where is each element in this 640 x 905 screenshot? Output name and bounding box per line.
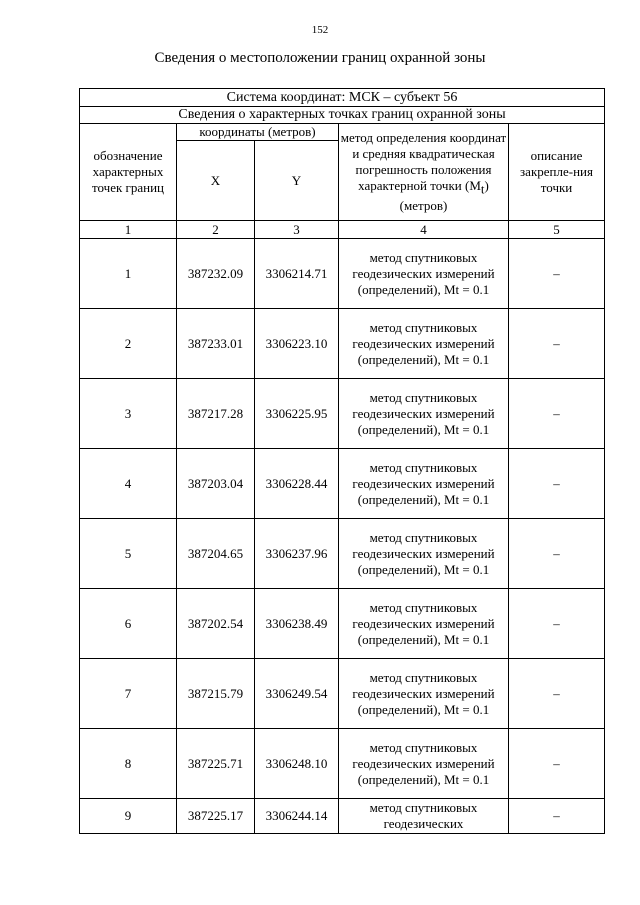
document-title: Сведения о местоположении границ охранной зоны — [154, 50, 486, 66]
point-description: – — [509, 589, 605, 659]
point-description: – — [509, 379, 605, 449]
point-description: – — [509, 519, 605, 589]
method-header-tail: ) (метров) — [399, 178, 489, 213]
point-number: 1 — [80, 239, 177, 309]
coord-x: 387204.65 — [177, 519, 255, 589]
coord-y: 3306249.54 — [255, 659, 339, 729]
coord-y: 3306248.10 — [255, 729, 339, 799]
column-number-5: 5 — [509, 221, 605, 239]
column-header-coordinates: координаты (метров) — [177, 124, 339, 141]
column-number-4: 4 — [339, 221, 509, 239]
coord-x: 387225.17 — [177, 799, 255, 834]
method-text: метод спутниковых геодезических измерений (определений), Mt = 0.1 — [339, 309, 509, 379]
method-text: метод спутниковых геодезических измерений (определений), Mt = 0.1 — [339, 449, 509, 519]
method-text: метод спутниковых геодезических измерений (определений), Mt = 0.1 — [339, 379, 509, 449]
point-number: 9 — [80, 799, 177, 834]
method-header-text: метод определения координат и средняя квадратическая погрешность положения характерной точки (M — [340, 130, 507, 194]
column-number-3: 3 — [255, 221, 339, 239]
point-description: – — [509, 659, 605, 729]
point-number: 3 — [80, 379, 177, 449]
coord-x: 387232.09 — [177, 239, 255, 309]
column-header-x: X — [177, 141, 255, 221]
method-text: метод спутниковых геодезических — [339, 799, 509, 834]
coord-x: 387202.54 — [177, 589, 255, 659]
column-header-method — [339, 124, 509, 221]
point-number: 8 — [80, 729, 177, 799]
coordinates-table — [79, 88, 605, 834]
coordinate-system-header: Система координат: МСК – субъект 56 — [80, 89, 605, 107]
point-description: – — [509, 239, 605, 309]
table-row — [80, 519, 605, 589]
point-number: 5 — [80, 519, 177, 589]
section-header: Сведения о характерных точках границ охранной зоны — [80, 107, 605, 124]
method-text: метод спутниковых геодезических измерений (определений), Mt = 0.1 — [339, 589, 509, 659]
point-description: – — [509, 309, 605, 379]
table-row — [80, 309, 605, 379]
point-number: 7 — [80, 659, 177, 729]
method-text: метод спутниковых геодезических измерений (определений), Mt = 0.1 — [339, 239, 509, 309]
coord-x: 387233.01 — [177, 309, 255, 379]
point-description: – — [509, 449, 605, 519]
coord-y: 3306238.49 — [255, 589, 339, 659]
point-description: – — [509, 799, 605, 834]
point-number: 6 — [80, 589, 177, 659]
method-text: метод спутниковых геодезических измерений (определений), Mt = 0.1 — [339, 659, 509, 729]
coord-x: 387217.28 — [177, 379, 255, 449]
table-row — [80, 449, 605, 519]
coord-x: 387225.71 — [177, 729, 255, 799]
coord-y: 3306237.96 — [255, 519, 339, 589]
method-text: метод спутниковых геодезических измерений (определений), Mt = 0.1 — [339, 729, 509, 799]
coord-y: 3306244.14 — [255, 799, 339, 834]
column-header-designation: обозначение характерных точек границ — [80, 124, 177, 221]
column-number-2: 2 — [177, 221, 255, 239]
table-row — [80, 729, 605, 799]
method-header-subscript: t — [480, 181, 485, 197]
coord-y: 3306214.71 — [255, 239, 339, 309]
page-number: 152 — [311, 24, 329, 36]
table-row — [80, 379, 605, 449]
method-text: метод спутниковых геодезических измерений (определений), Mt = 0.1 — [339, 519, 509, 589]
coord-x: 387203.04 — [177, 449, 255, 519]
table-row — [80, 589, 605, 659]
table-row — [80, 239, 605, 309]
point-number: 2 — [80, 309, 177, 379]
coord-y: 3306225.95 — [255, 379, 339, 449]
point-description: – — [509, 729, 605, 799]
column-header-description: описание закрепле-ния точки — [509, 124, 605, 221]
column-number-1: 1 — [80, 221, 177, 239]
table-row — [80, 799, 605, 834]
coord-x: 387215.79 — [177, 659, 255, 729]
point-number: 4 — [80, 449, 177, 519]
coord-y: 3306223.10 — [255, 309, 339, 379]
table-row — [80, 659, 605, 729]
column-header-y: Y — [255, 141, 339, 221]
coord-y: 3306228.44 — [255, 449, 339, 519]
